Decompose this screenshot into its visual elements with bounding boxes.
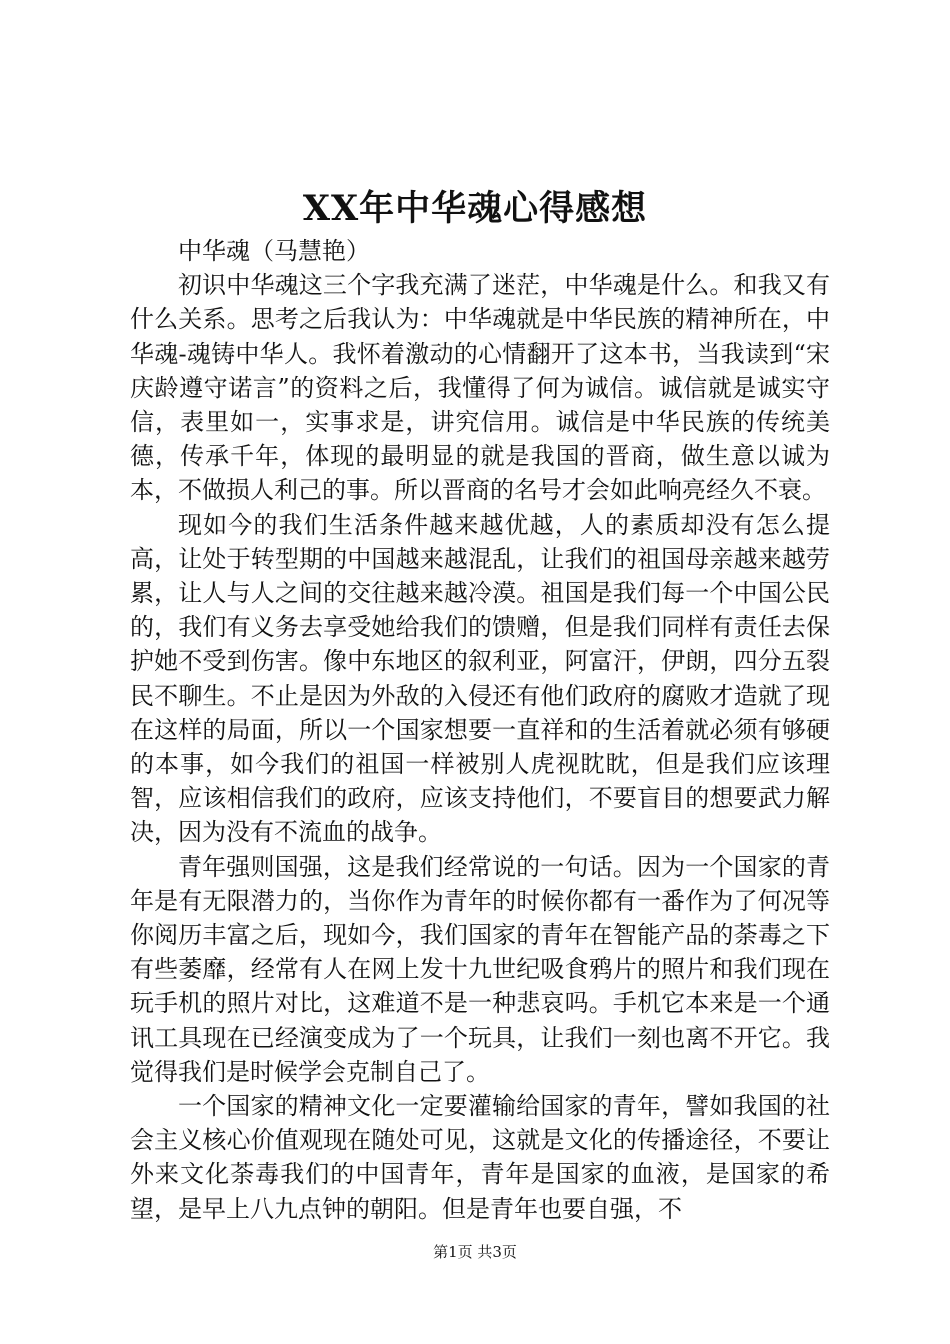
paragraph-author: 中华魂（马慧艳） [178, 237, 370, 265]
paragraph: 青年强则国强，这是我们经常说的一句话。因为一个国家的青年是有无限潜力的，当你作为青年的时候你都有一番作为了何况等你阅历丰富之后，现如今，我们国家的青年在智能产品的荼毒之下有些萎靡，经常有人在网上发十九世纪吸食鸦片的照片和我们现在玩手机的照片对比，这难道不是一种悲哀吗。手机它本来是一个通讯工具现在已经演变成为了一个玩具，让我们一刻也离不开它。我觉得我们是时候学会克制自己了。 [130, 852, 830, 1086]
document-title: XX年中华魂心得感想 [302, 188, 648, 229]
document-body [130, 234, 830, 1226]
paragraph: 现如今的我们生活条件越来越优越，人的素质却没有怎么提高，让处于转型期的中国越来越混乱，让我们的祖国母亲越来越劳累，让人与人之间的交往越来越冷漠。祖国是我们每一个中国公民的，我们有义务去享受她给我们的馈赠，但是我们同样有责任去保护她不受到伤害。像中东地区的叙利亚，阿富汗，伊朗，四分五裂民不聊生。不止是因为外敌的入侵还有他们政府的腐败才造就了现在这样的局面，所以一个国家想要一直祥和的生活着就必须有够硬的本事，如今我们的祖国一样被别人虎视眈眈，但是我们应该理智，应该相信我们的政府，应该支持他们，不要盲目的想要武力解决，因为没有不流血的战争。 [130, 510, 830, 847]
paragraph: 初识中华魂这三个字我充满了迷茫，中华魂是什么。和我又有什么关系。思考之后我认为：中华魂就是中华民族的精神所在，中华魂-魂铸中华人。我怀着激动的心情翻开了这本书，当我读到“宋庆龄遵守诺言”的资料之后，我懂得了何为诚信。诚信就是诚实守信，表里如一，实事求是，讲究信用。诚信是中华民族的传统美德，传承千年，体现的最明显的就是我国的晋商，做生意以诚为本，不做损人利己的事。所以晋商的名号才会如此响亮经久不衰。 [130, 271, 830, 505]
page-number-footer: 第1页 共3页 [433, 1243, 517, 1261]
paragraph: 一个国家的精神文化一定要灌输给国家的青年，譬如我国的社会主义核心价值观现在随处可见，这就是文化的传播途径，不要让外来文化荼毒我们的中国青年，青年是国家的血液，是国家的希望，是早上八九点钟的朝阳。但是青年也要自强，不 [130, 1092, 830, 1223]
